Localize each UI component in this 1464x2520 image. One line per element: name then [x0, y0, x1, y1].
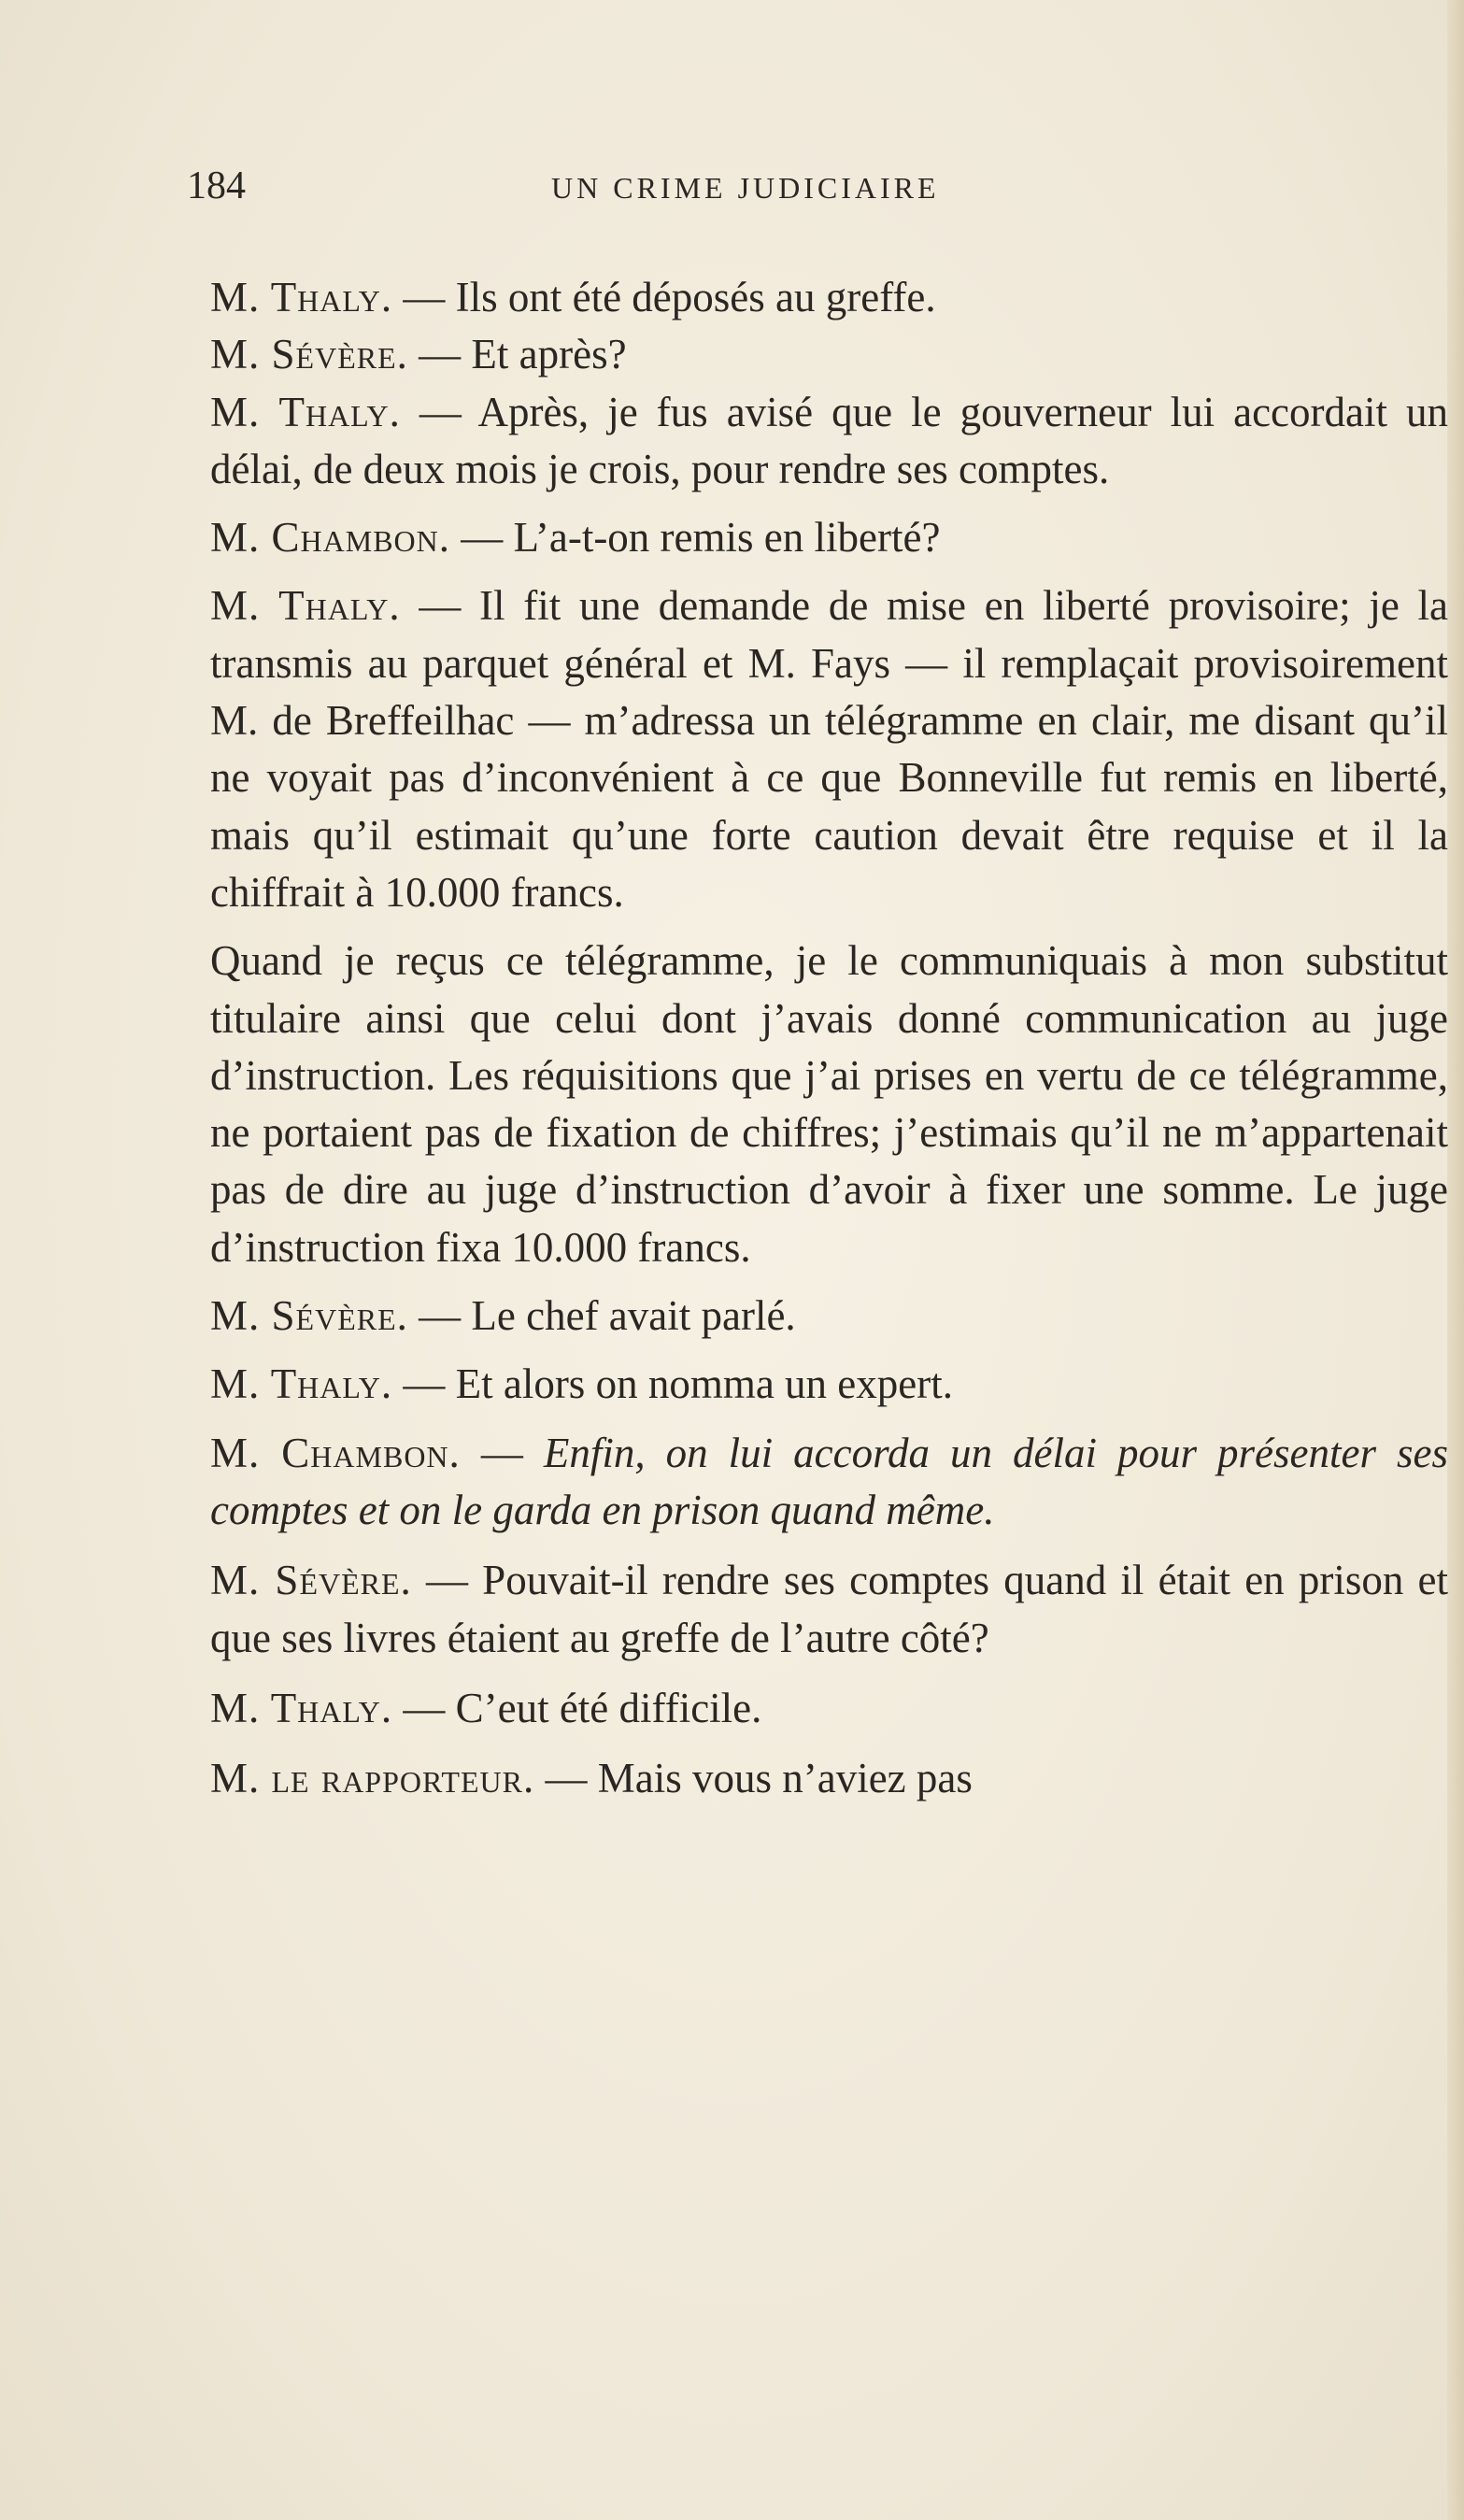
speaker-name: M. Chambon.	[210, 514, 451, 562]
utterance: — L’a-t-on remis en liberté?	[461, 514, 941, 562]
speaker-name: M. Sévère.	[210, 1557, 412, 1604]
speaker-name: M. Thaly.	[210, 1684, 393, 1731]
page-number: 184	[187, 164, 246, 207]
speaker-name: M. Thaly.	[210, 582, 401, 630]
utterance: — Ils ont été déposés au greffe.	[403, 274, 936, 320]
paragraph-1	[210, 269, 1448, 326]
running-title: UN CRIME JUDICIAIRE	[551, 171, 940, 205]
speaker-name: M. Chambon.	[210, 1429, 461, 1476]
speaker-name: M. Thaly.	[210, 1360, 393, 1408]
body-text	[210, 269, 1448, 1807]
speaker-name: M. Thaly.	[210, 274, 393, 320]
utterance: Quand je reçus ce télégramme, je le communiquais à mon substitut titulaire ainsi que celui dont j’avais donné communication au juge d’instruction. Les réquisitions que j’ai prises en vertu de ce télégramme, ne portaient pas de fixation de chiffres; j’estimais qu’il ne m’appartenait pas de dire au juge d’instruction d’avoir à fixer une somme. Le juge d’instruction fixa 10.000 francs.	[210, 937, 1448, 1271]
paragraph-8	[210, 1356, 1448, 1413]
utterance: — Mais vous n’aviez pas	[545, 1755, 973, 1802]
utterance: — Le chef avait parlé.	[419, 1292, 796, 1340]
paragraph-7	[210, 1288, 1448, 1345]
speaker-name: M. Thaly.	[210, 388, 401, 435]
paragraph-6	[210, 933, 1448, 1276]
paragraph-3	[210, 384, 1448, 499]
utterance: — C’eut été difficile.	[403, 1684, 762, 1731]
utterance: —	[480, 1429, 544, 1476]
paragraph-4	[210, 509, 1448, 566]
paragraph-10	[210, 1552, 1448, 1667]
paragraph-11	[210, 1680, 1448, 1737]
paragraph-9	[210, 1425, 1448, 1540]
page-header	[187, 164, 1121, 220]
speaker-name: M. le rapporteur.	[210, 1755, 535, 1802]
paragraph-12	[210, 1750, 1448, 1807]
utterance: — Il fit une demande de mise en liberté provisoire; je la transmis au parquet général et M. Fays — il remplaçait provisoirement M. de Breffeilhac — m’adressa un télégramme en clair, me disant qu’il ne voyait pas d’inconvénient à ce que Bonneville fut remis en liberté, mais qu’il estimait qu’une forte caution devait être requise et il la chiffrait à 10.000 francs.	[210, 582, 1449, 916]
speaker-name: M. Sévère.	[210, 1292, 408, 1340]
utterance: — Et alors on nomma un expert.	[403, 1360, 953, 1408]
italic-utterance: Enfin, on lui accorda un délai pour présenter ses comptes et on le garda en prison quand même.	[210, 1429, 1449, 1533]
paragraph-2	[210, 326, 1448, 383]
utterance: — Et après?	[419, 331, 627, 378]
utterance: — Après, je fus avisé que le gouverneur lui accordait un délai, de deux mois je crois, pour rendre ses comptes.	[210, 388, 1449, 492]
speaker-name: M. Sévère.	[210, 331, 408, 378]
page-edge	[1447, 0, 1464, 2520]
paragraph-5	[210, 577, 1448, 921]
utterance: — Pouvait-il rendre ses comptes quand il était en prison et que ses livres étaient au greffe de l’autre côté?	[210, 1557, 1448, 1661]
